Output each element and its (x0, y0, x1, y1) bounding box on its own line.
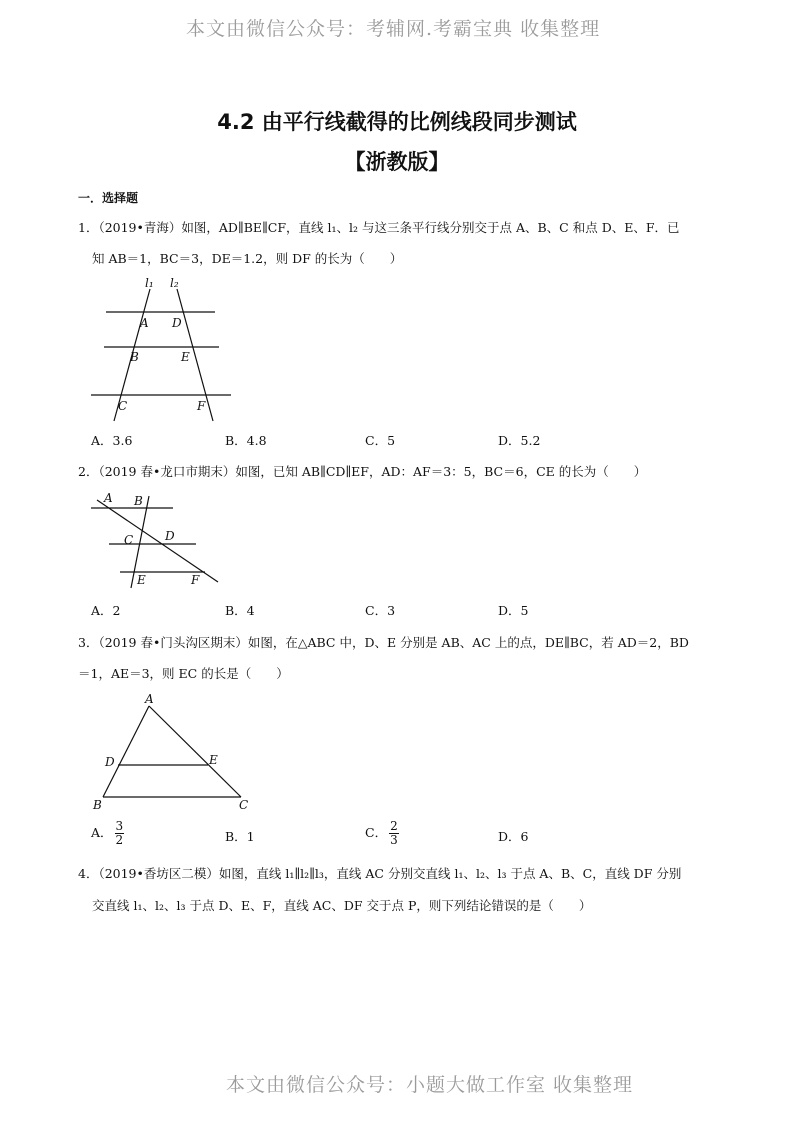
q3-option-c-numerator: 2 (390, 819, 398, 833)
q3-label-b: B (93, 798, 102, 812)
q3-option-c-prefix: C． (365, 825, 388, 840)
q3-option-c-denominator: 3 (390, 833, 398, 847)
q2-option-c[interactable]: C．3 (365, 603, 396, 618)
q2-option-a[interactable]: A．2 (91, 603, 121, 618)
question-4-line-2: 交直线 l₁、l₂、l₃ 于点 D、E、F，直线 AC、DF 交于点 P，则下列结论错误的是（ ） (92, 898, 592, 913)
q2-label-a: A (104, 491, 113, 505)
q3-line-ab (103, 706, 149, 797)
q2-label-c: C (124, 533, 134, 547)
q3-line-ac (149, 706, 241, 797)
q1-label-d: D (172, 316, 182, 330)
section-heading: 一．选择题 (78, 191, 139, 205)
question-2-line-1: 2．（2019 春•龙口市期末）如图，已知 AB∥CD∥EF，AD：AF＝3：5，BC＝6，CE 的长为（ ） (78, 464, 647, 479)
q2-label-e: E (137, 573, 146, 587)
q3-label-d: D (105, 755, 115, 769)
page-title: 4.2 由平行线截得的比例线段同步测试 (217, 110, 577, 134)
q3-label-a: A (145, 692, 154, 706)
q3-label-c: C (239, 798, 249, 812)
q3-option-b[interactable]: B．1 (225, 829, 255, 844)
q1-option-c[interactable]: C．5 (365, 433, 396, 448)
q2-option-d[interactable]: D．5 (498, 603, 529, 618)
q2-label-d: D (165, 529, 175, 543)
q3-option-a-denominator: 2 (115, 833, 124, 847)
q1-label-l1: l₁ (145, 276, 154, 290)
q3-option-c[interactable] (365, 820, 399, 847)
question-1-line-2: 知 AB＝1，BC＝3，DE＝1.2，则 DF 的长为（ ） (92, 251, 403, 266)
q3-label-e: E (209, 753, 218, 767)
watermark-top: 本文由微信公众号：考辅网.考霸宝典 收集整理 (186, 18, 601, 40)
q3-option-c-fraction (389, 820, 399, 847)
watermark-bottom: 本文由微信公众号：小题大做工作室 收集整理 (226, 1074, 634, 1096)
q1-option-b[interactable]: B．4.8 (225, 433, 267, 448)
q1-label-a: A (140, 316, 149, 330)
q3-option-a[interactable] (91, 820, 124, 847)
q1-label-f: F (197, 399, 206, 413)
question-3-line-1: 3．（2019 春•门头沟区期末）如图，在△ABC 中，D、E 分别是 AB、AC 上的点，DE∥BC，若 AD＝2，BD (78, 635, 689, 650)
page-subtitle: 【浙教版】 (344, 150, 450, 174)
q1-label-e: E (181, 350, 190, 364)
q1-option-d[interactable]: D．5.2 (498, 433, 541, 448)
q1-label-c: C (118, 399, 128, 413)
question-3-line-2: ＝1，AE＝3，则 EC 的长是（ ） (78, 666, 289, 681)
q2-option-b[interactable]: B．4 (225, 603, 255, 618)
q3-option-a-fraction (115, 820, 125, 847)
q2-label-b: B (134, 494, 143, 508)
question-4-line-1: 4．（2019•香坊区二模）如图，直线 l₁∥l₂∥l₃，直线 AC 分别交直线 l₁、l₂、l₃ 于点 A、B、C，直线 DF 分别 (78, 866, 682, 881)
q3-option-a-numerator: 3 (115, 819, 124, 833)
q1-label-b: B (130, 350, 139, 364)
q1-label-l2: l₂ (170, 276, 179, 290)
question-1-line-1: 1．（2019•青海）如图，AD∥BE∥CF，直线 l₁、l₂ 与这三条平行线分别交于点 A、B、C 和点 D、E、F．已 (78, 220, 680, 235)
q2-label-f: F (191, 573, 200, 587)
q3-option-d[interactable]: D．6 (498, 829, 529, 844)
q1-option-a[interactable]: A．3.6 (91, 433, 133, 448)
q3-option-a-prefix: A． (91, 825, 113, 840)
